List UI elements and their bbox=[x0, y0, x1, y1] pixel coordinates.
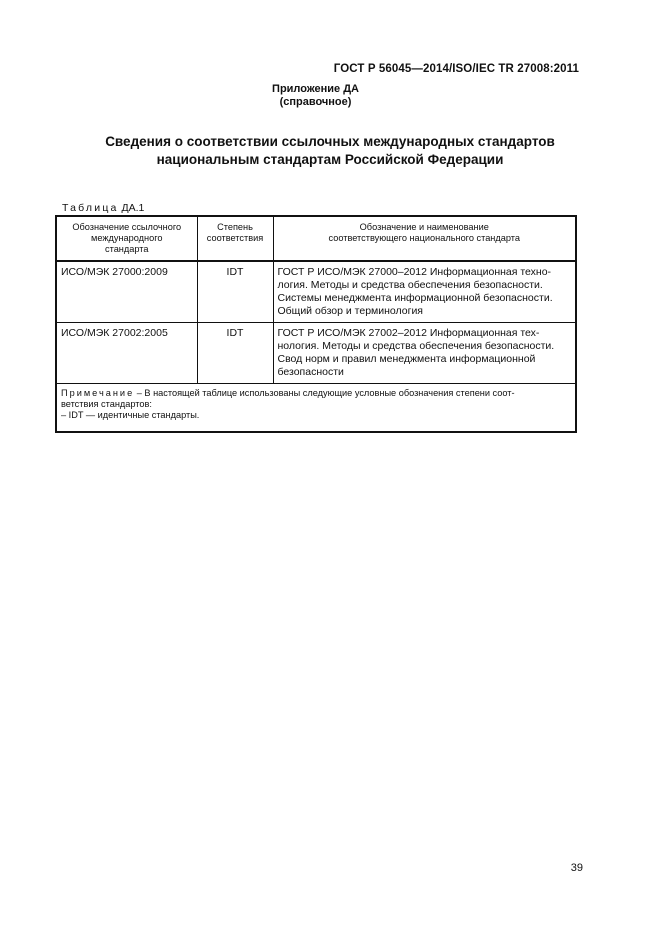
cell-national-standard: ГОСТ Р ИСО/МЭК 27000–2012 Информационная техно- логия. Методы и средства обеспечения безопасности. Системы менеджмента информационной безопасности. Общий обзор и терминология bbox=[273, 261, 576, 323]
document-title bbox=[40, 133, 620, 169]
appendix-title: Приложение ДА bbox=[272, 83, 359, 95]
cell-national-standard: ГОСТ Р ИСО/МЭК 27002–2012 Информационная тех- нология. Методы и средства обеспечения безопасности. Свод норм и правил менеджмента информационной безопасности bbox=[273, 323, 576, 384]
header-reference-standard: Обозначение ссылочного международного стандарта bbox=[56, 216, 197, 261]
cell-degree: IDT bbox=[197, 261, 273, 323]
page-number: 39 bbox=[570, 862, 583, 874]
header-national-standard: Обозначение и наименование соответствующего национального стандарта bbox=[273, 216, 576, 261]
table-caption-word: Таблица bbox=[62, 202, 119, 214]
note-label: Примечание bbox=[61, 388, 135, 398]
table-row bbox=[56, 323, 576, 384]
table-row bbox=[56, 261, 576, 323]
cell-degree: IDT bbox=[197, 323, 273, 384]
note-text-2: ветствия стандартов: bbox=[61, 399, 152, 409]
cell-reference-code: ИСО/МЭК 27000:2009 bbox=[56, 261, 197, 323]
header-degree: Степень соответствия bbox=[197, 216, 273, 261]
document-title-line-2: национальным стандартам Российской Федерации bbox=[156, 152, 504, 167]
correspondence-table bbox=[55, 215, 577, 433]
standard-designation: ГОСТ Р 56045—2014/ISO/IEC TR 27008:2011 bbox=[333, 63, 579, 75]
appendix-heading bbox=[0, 83, 631, 109]
table-note-row bbox=[56, 384, 576, 433]
cell-reference-code: ИСО/МЭК 27002:2005 bbox=[56, 323, 197, 384]
note-text-1: – В настоящей таблице использованы следующие условные обозначения степени соот- bbox=[134, 388, 515, 398]
table-caption bbox=[62, 202, 144, 214]
appendix-kind: (справочное) bbox=[279, 96, 352, 108]
note-text-3: – IDT — идентичные стандарты. bbox=[61, 410, 200, 420]
document-title-line-1: Сведения о соответствии ссылочных международных стандартов bbox=[105, 134, 555, 149]
table-header-row bbox=[56, 216, 576, 261]
table-note bbox=[56, 384, 576, 433]
table-caption-id: ДА.1 bbox=[121, 202, 145, 214]
